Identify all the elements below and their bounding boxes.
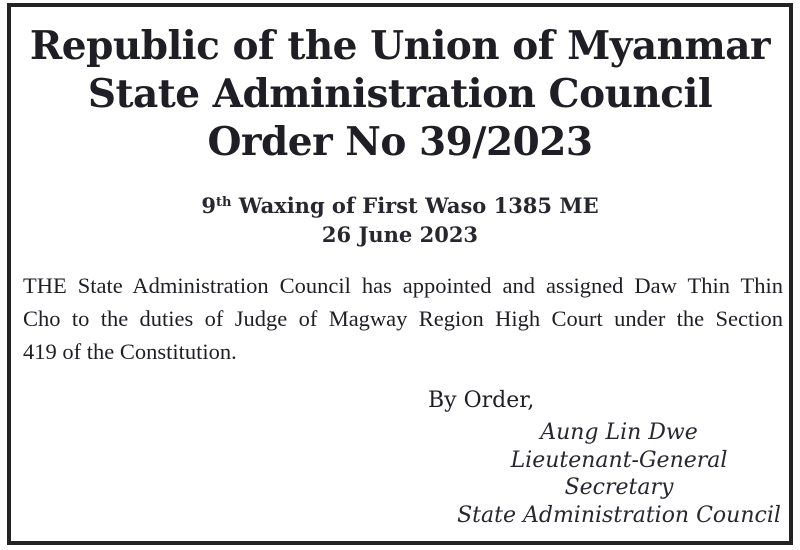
myanmar-calendar-date — [11, 193, 789, 222]
document-title — [11, 22, 789, 166]
order-body-paragraph — [23, 269, 783, 368]
date-day: 9 — [201, 193, 217, 218]
title-line-country: Republic of the Union of Myanmar — [29, 23, 771, 69]
date-ordinal-suffix: th — [216, 195, 232, 210]
document-border-frame — [7, 3, 793, 545]
body-line: Cho to the duties of Judge of Magway Region High Court under the Section — [23, 306, 783, 331]
gregorian-date: 26 June 2023 — [321, 222, 479, 247]
title-line-order-number: Order No 39/2023 — [207, 119, 593, 165]
date-block — [11, 193, 789, 247]
date-rest: Waxing of First Waso 1385 ME — [231, 193, 599, 218]
signatory-name: Aung Lin Dwe — [540, 420, 698, 445]
body-line: 419 of the Constitution. — [23, 339, 237, 364]
signatory-title: Secretary — [564, 475, 674, 500]
by-order-label: By Order, — [428, 388, 535, 413]
signatory-rank: Lieutenant-General — [510, 447, 728, 473]
title-line-council: State Administration Council — [87, 71, 713, 117]
body-line: THE State Administration Council has appointed and assigned Daw Thin Thin — [23, 273, 783, 298]
signature-block — [449, 419, 789, 529]
signatory-organization: State Administration Council — [457, 502, 781, 528]
